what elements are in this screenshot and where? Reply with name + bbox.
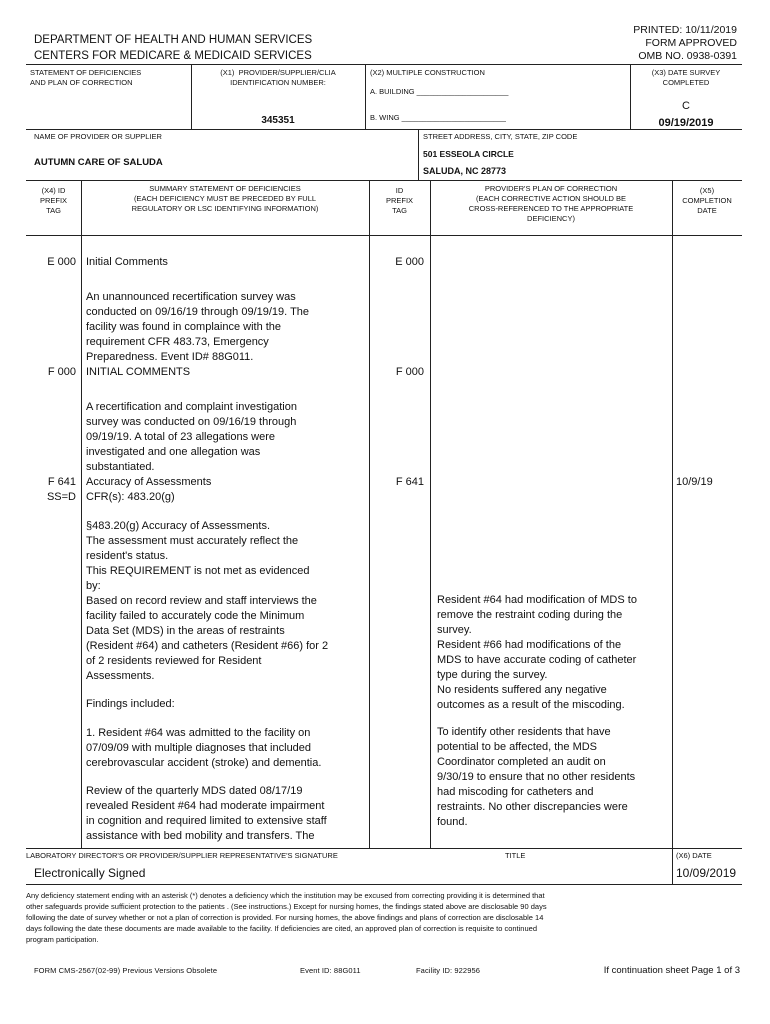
omb-number: OMB NO. 0938-0391 [638, 50, 737, 62]
provider-name-label: NAME OF PROVIDER OR SUPPLIER [34, 132, 162, 141]
wing-field: B. WING _________________________ [370, 113, 506, 122]
f641-text: §483.20(g) Accuracy of Assessments. The assessment must accurately reflect the resident's status. This REQUIREMENT is not met as evidenced by: Based on record review and staff interviews the facility failed to accurately code the Minimum Data Set (MDS) in the areas of restraints (Resident #64) and catheters (Resident #66) for 2 of 2 residents reviewed for Resident Assessments. [86, 520, 329, 682]
form-number: FORM CMS-2567(02-99) Previous Versions Obsolete [34, 966, 218, 975]
disclosure-note: Any deficiency statement ending with an asterisk (*) denotes a deficiency which the institution may be excused from correcting providing it is determined that other safeguards provide sufficient protection to the patients . (See instructions.) Except for nursing homes, the findings stated above are disclosable 90 days following the date of survey whether or not a plan of correction is provided. For nursing homes, the above findings and plans of correction are disclosable 14 days following the date these documents are made available to the facility. If deficiencies are cited, an approved plan of correction is requisite to continued program participation. [26, 891, 547, 944]
statement-label: STATEMENT OF DEFICIENCIES AND PLAN OF CORRECTION [30, 68, 142, 87]
signature-label: LABORATORY DIRECTOR'S OR PROVIDER/SUPPLIER REPRESENTATIVE'S SIGNATURE [26, 851, 338, 860]
signature-value: Electronically Signed [34, 866, 146, 880]
findings-label: Findings included: [86, 698, 175, 710]
completion-date: 10/9/19 [676, 476, 713, 488]
x3-label: (X3) DATE SURVEY COMPLETED [651, 68, 721, 87]
tag-f000: F 000 [47, 366, 76, 378]
e000-title: Initial Comments [86, 256, 168, 268]
title-label: TITLE [505, 851, 526, 860]
x4-header: (X4) ID PREFIX TAG [39, 186, 68, 215]
department-line: DEPARTMENT OF HEALTH AND HUMAN SERVICES [34, 34, 313, 46]
event-id: Event ID: 88G011 [300, 966, 361, 975]
item1-text: 1. Resident #64 was admitted to the facility on 07/09/09 with multiple diagnoses that included cerebrovascular accident (stroke) and dementia. [86, 727, 322, 769]
f641-cfr: CFR(s): 483.20(g) [86, 491, 175, 503]
review-text: Review of the quarterly MDS dated 08/17/19 revealed Resident #64 had moderate impairment in cognition and required limited to extensive staff assistance with bed mobility and transfers. The [86, 785, 327, 842]
summary-header: SUMMARY STATEMENT OF DEFICIENCIES (EACH DEFICIENCY MUST BE PRECEDED BY FULL REGULATORY OR LSC IDENTIFYING INFORMATION) [131, 184, 319, 213]
address-label: STREET ADDRESS, CITY, STATE, ZIP CODE [423, 132, 578, 141]
e000-text: An unannounced recertification survey was conducted on 09/16/19 through 09/19/19. The facility was found in complaince with the requirement CFR 483.73, Emergency Preparedness. Event ID# 88G011. [86, 291, 310, 363]
cms-line: CENTERS FOR MEDICARE & MEDICAID SERVICES [34, 50, 312, 62]
form-approved: FORM APPROVED [645, 37, 737, 49]
facility-id: Facility ID: 922956 [416, 966, 481, 975]
x5-header: (X5) COMPLETION DATE [682, 186, 732, 215]
building-field: A. BUILDING ______________________ [370, 87, 509, 96]
survey-code: C [682, 100, 690, 112]
plan-header: PROVIDER'S PLAN OF CORRECTION (EACH CORRECTIVE ACTION SHOULD BE CROSS-REFERENCED TO THE APPROPRIATE DEFICIENCY) [468, 184, 634, 223]
f000-text: A recertification and complaint investigation survey was conducted on 09/16/19 through 09/19/19. A total of 23 allegations were investigated and one allegation was substantiated. [86, 401, 297, 473]
tag-f641-plan: F 641 [395, 476, 424, 488]
city-state-zip: SALUDA, NC 28773 [423, 166, 507, 176]
tag-e000-plan: E 000 [395, 256, 424, 268]
x2-label: (X2) MULTIPLE CONSTRUCTION [370, 68, 485, 77]
f000-title: INITIAL COMMENTS [86, 366, 191, 378]
plan-text-2: To identify other residents that have potential to be affected, the MDS Coordinator completed an audit on 9/30/19 to ensure that no other residents had miscoding for catheters and restraints. No other discrepancies were found. [437, 726, 636, 828]
date-label: (X6) DATE [676, 851, 712, 860]
x1-label: (X1) PROVIDER/SUPPLIER/CLIA IDENTIFICATION NUMBER: [220, 68, 336, 87]
id-header: ID PREFIX TAG [385, 186, 414, 215]
tag-f000-plan: F 000 [395, 366, 424, 378]
provider-name: AUTUMN CARE OF SALUDA [34, 157, 163, 168]
page-indicator: If continuation sheet Page 1 of 3 [603, 965, 740, 976]
printed-date: PRINTED: 10/11/2019 [633, 24, 737, 36]
tag-e000: E 000 [47, 256, 76, 268]
provider-number: 345351 [261, 115, 295, 126]
tag-f641: F 641 [47, 476, 76, 488]
plan-text-1: Resident #64 had modification of MDS to remove the restraint coding during the survey. Resident #66 had modifications of the MDS to have accurate coding of catheter type during the survey. No residents suffered any negative outcomes as a result of the miscoding. [437, 594, 637, 711]
scope-severity: SS=D [46, 491, 76, 503]
f641-title: Accuracy of Assessments [86, 476, 212, 488]
street-address: 501 ESSEOLA CIRCLE [423, 149, 514, 159]
signature-date: 10/09/2019 [676, 866, 737, 880]
survey-date: 09/19/2019 [658, 117, 714, 129]
